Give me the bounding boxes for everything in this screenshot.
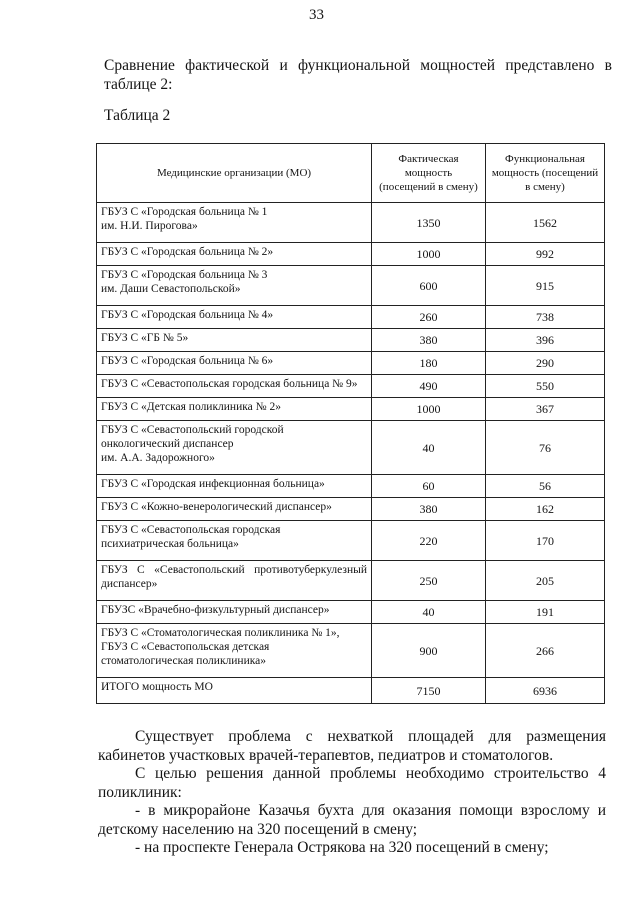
functional-capacity-value: 266 — [486, 624, 605, 678]
actual-capacity-value: 250 — [372, 561, 486, 601]
actual-capacity-value: 600 — [372, 266, 486, 306]
organization-name-line: психиатрическая больница» — [101, 538, 239, 550]
table-row — [97, 421, 605, 475]
organization-name-line: ИТОГО мощность МО — [101, 681, 213, 693]
organization-name-line: ГБУЗС «Врачебно-физкультурный диспансер» — [101, 604, 330, 616]
organization-name — [97, 624, 372, 678]
functional-capacity-value: 992 — [486, 243, 605, 266]
organization-name — [97, 601, 372, 624]
organization-name — [97, 375, 372, 398]
organization-name-line: стоматологическая поликлиника» — [101, 655, 267, 667]
table-row — [97, 475, 605, 498]
organization-name-line: ГБУЗ С «Кожно-венерологический диспансер» — [101, 501, 332, 513]
organization-name-line: ГБУЗ С «Городская больница № 4» — [101, 309, 274, 321]
organization-name — [97, 266, 372, 306]
table-row — [97, 329, 605, 352]
paragraph-item-ostryakova: - на проспекте Генерала Острякова на 320 посещений в смену; — [135, 839, 549, 856]
table-row — [97, 521, 605, 561]
organization-name-line: им. Даши Севастопольской» — [101, 283, 241, 295]
organization-name-line: им. Н.И. Пирогова» — [101, 220, 198, 232]
organization-name — [97, 243, 372, 266]
capacity-table — [96, 143, 605, 704]
functional-capacity-value: 170 — [486, 521, 605, 561]
table-row — [97, 498, 605, 521]
organization-name-line: ГБУЗ С «Севастопольский противотуберкулезный — [101, 564, 367, 576]
table-row — [97, 624, 605, 678]
body-text — [98, 728, 606, 858]
paragraph-problem: Существует проблема с нехваткой площадей для размещения кабинетов участковых врачей-терапевтов, педиатров и стоматологов. — [98, 728, 606, 764]
table-row — [97, 561, 605, 601]
organization-name — [97, 561, 372, 601]
table-caption: Таблица 2 — [104, 107, 171, 124]
functional-capacity-value: 550 — [486, 375, 605, 398]
functional-capacity-value: 162 — [486, 498, 605, 521]
functional-capacity-value: 205 — [486, 561, 605, 601]
organization-name — [97, 329, 372, 352]
organization-name-line: ГБУЗ С «Севастопольская городская — [101, 524, 281, 536]
organization-name-line: ГБУЗ С «Детская поликлиника № 2» — [101, 401, 281, 413]
actual-capacity-value: 1000 — [372, 398, 486, 421]
actual-capacity-value: 490 — [372, 375, 486, 398]
organization-name-line: ГБУЗ С «Городская больница № 2» — [101, 246, 274, 258]
organization-name-line: ГБУЗ С «Городская больница № 3 — [101, 269, 268, 281]
functional-capacity-value: 915 — [486, 266, 605, 306]
actual-capacity-value: 40 — [372, 421, 486, 475]
actual-capacity-value: 260 — [372, 306, 486, 329]
actual-capacity-value: 900 — [372, 624, 486, 678]
organization-name-line: ГБУЗ С «Стоматологическая поликлиника № 1», — [101, 627, 340, 639]
organization-name-line: ГБУЗ С «Городская больница № 1 — [101, 206, 268, 218]
organization-name-line: ГБУЗ С «Севастопольский городской — [101, 424, 284, 436]
organization-name-line: онкологический диспансер — [101, 438, 234, 450]
table-row — [97, 398, 605, 421]
table-header-row — [97, 144, 605, 203]
actual-capacity-value: 220 — [372, 521, 486, 561]
header-actual-capacity: Фактическая мощность (посещений в смену) — [372, 144, 486, 203]
table-row — [97, 203, 605, 243]
organization-name — [97, 398, 372, 421]
organization-name — [97, 203, 372, 243]
actual-capacity-value: 180 — [372, 352, 486, 375]
functional-capacity-value: 56 — [486, 475, 605, 498]
organization-name-line: диспансер» — [101, 578, 158, 590]
organization-name-line: ГБУЗ С «Городская инфекционная больница» — [101, 478, 325, 490]
intro-text: Сравнение фактической и функциональной мощностей представлено в таблице 2: — [104, 57, 612, 93]
functional-capacity-value: 396 — [486, 329, 605, 352]
table-row — [97, 352, 605, 375]
organization-name-line: ГБУЗ С «Городская больница № 6» — [101, 355, 274, 367]
organization-name — [97, 475, 372, 498]
functional-capacity-value: 6936 — [486, 678, 605, 704]
table-body — [97, 203, 605, 704]
header-name: Медицинские организации (МО) — [97, 144, 372, 203]
organization-name-line: ГБУЗ С «Севастопольская городская больница № 9» — [101, 378, 358, 390]
actual-capacity-value: 40 — [372, 601, 486, 624]
functional-capacity-value: 367 — [486, 398, 605, 421]
actual-capacity-value: 1000 — [372, 243, 486, 266]
organization-name — [97, 678, 372, 704]
actual-capacity-value: 7150 — [372, 678, 486, 704]
organization-name-line: ГБУЗ С «ГБ № 5» — [101, 332, 189, 344]
actual-capacity-value: 1350 — [372, 203, 486, 243]
functional-capacity-value: 1562 — [486, 203, 605, 243]
table-row — [97, 266, 605, 306]
paragraph-solution: С целью решения данной проблемы необходимо строительство 4 поликлиник: — [98, 765, 606, 801]
functional-capacity-value: 76 — [486, 421, 605, 475]
table-row — [97, 678, 605, 704]
paragraph-item-kazachya: - в микрорайоне Казачья бухта для оказания помощи взрослому и детскому населению на 320 посещений в смену; — [98, 802, 606, 838]
organization-name — [97, 421, 372, 475]
page-number: 33 — [309, 7, 324, 23]
functional-capacity-value: 738 — [486, 306, 605, 329]
organization-name — [97, 352, 372, 375]
actual-capacity-value: 380 — [372, 329, 486, 352]
organization-name — [97, 306, 372, 329]
organization-name-line: им. А.А. Задорожного» — [101, 452, 215, 464]
table-row — [97, 306, 605, 329]
functional-capacity-value: 191 — [486, 601, 605, 624]
table-row — [97, 243, 605, 266]
header-functional-capacity: Функциональная мощность (посещений в смену) — [486, 144, 605, 203]
actual-capacity-value: 380 — [372, 498, 486, 521]
organization-name-line: ГБУЗ С «Севастопольская детская — [101, 641, 270, 653]
table-row — [97, 375, 605, 398]
functional-capacity-value: 290 — [486, 352, 605, 375]
table-row — [97, 601, 605, 624]
organization-name — [97, 498, 372, 521]
organization-name — [97, 521, 372, 561]
actual-capacity-value: 60 — [372, 475, 486, 498]
